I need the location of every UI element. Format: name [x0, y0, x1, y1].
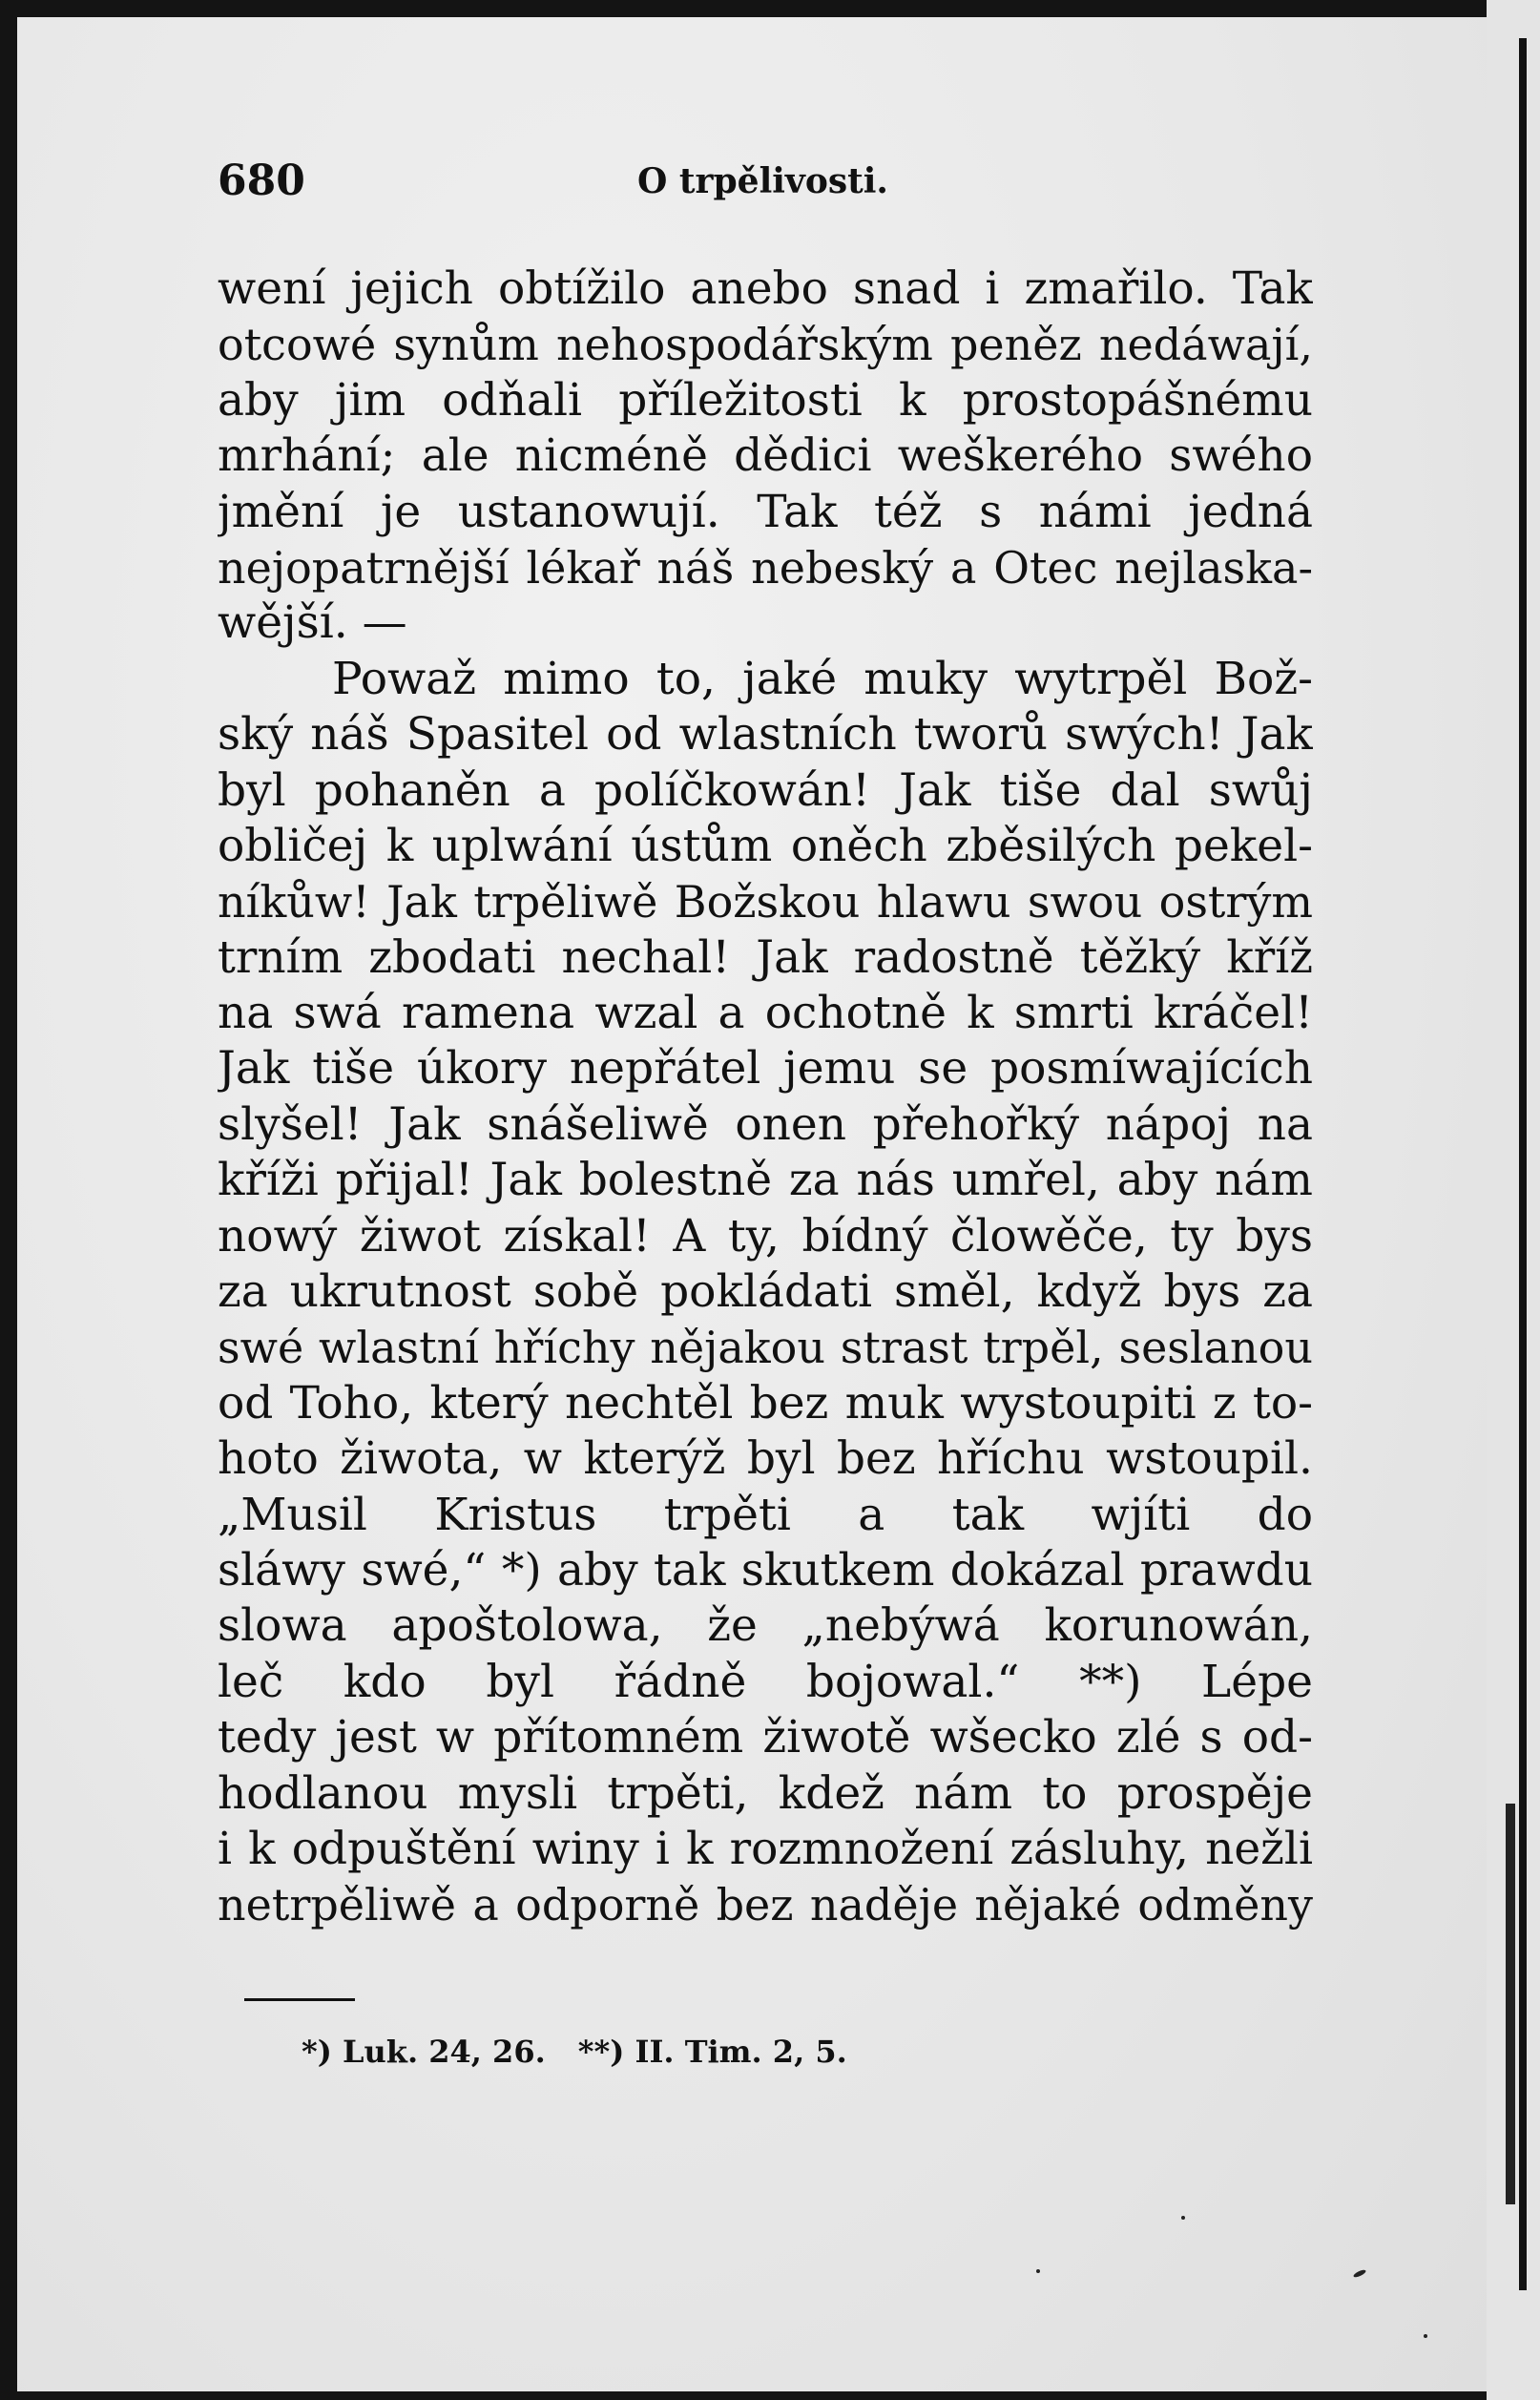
text-line: tedy jest w přítomném žiwotě wšecko zlé s od- [218, 1711, 1313, 1764]
text-line: hodlanou mysli trpěti, kdež nám to prospěje [218, 1766, 1313, 1820]
ink-speck [1181, 2216, 1185, 2220]
text-line: obličej k uplwání ústům oněch zběsilých pekel- [218, 819, 1313, 872]
page-number: 680 [218, 157, 305, 205]
text-line: i k odpuštění winy i k rozmnožení zásluhy, nežli [218, 1822, 1313, 1875]
text-line: od Toho, který nechtěl bez muk wystoupiti z to- [218, 1376, 1313, 1430]
text-line: aby jim odňali příležitosti k prostopášnému [218, 373, 1313, 427]
text-line: wení jejich obtížilo anebo snad i zmařilo. Tak [218, 262, 1313, 315]
text-line: kříži přijal! Jak bolestně za nás umřel, aby nám [218, 1154, 1313, 1207]
footnote-2: **) II. Tim. 2, 5. [577, 2034, 847, 2070]
text-line: ský náš Spasitel od wlastních tworů swých! Jak [218, 708, 1313, 762]
text-line: byl pohaněn a políčkowán! Jak tiše dal swůj [218, 763, 1313, 817]
text-line: mrhání; ale nicméně dědici weškerého swého [218, 429, 1313, 483]
footnote-rule [244, 1998, 355, 2001]
text-line: „Musil Kristus trpěti a tak wjíti do [218, 1488, 1313, 1541]
footnote-1: *) Luk. 24, 26. [302, 2034, 546, 2070]
text-line: nowý žiwot získal! A ty, bídný člowěče, ty bys [218, 1209, 1313, 1263]
text-line: sláwy swé,“ *) aby tak skutkem dokázal prawdu [218, 1543, 1313, 1597]
page-header [218, 153, 1363, 210]
text-line: hoto žiwota, w kterýž byl bez hříchu wstoupil. [218, 1432, 1313, 1486]
text-line: otcowé synům nehospodářským peněz nedáwají, [218, 319, 1313, 371]
text-line: Powaž mimo to, jaké muky wytrpěl Bož- [332, 652, 1313, 705]
text-line: jmění je ustanowují. Tak též s námi jedná [218, 485, 1313, 538]
footnotes [302, 2031, 847, 2073]
binding-mark [1506, 1804, 1515, 2204]
text-line: za ukrutnost sobě pokládati směl, když bys za [218, 1265, 1313, 1319]
text-line: níkůw! Jak trpěliwě Božskou hlawu swou ostrým [218, 876, 1313, 929]
binding-shadow [1519, 38, 1527, 2290]
text-line: netrpěliwě a odporně bez naděje nějaké odměny [218, 1879, 1313, 1931]
text-line: leč kdo byl řádně bojowal.“ **) Lépe [218, 1655, 1313, 1708]
text-line: slowa apoštolowa, že „nebýwá korunowán, [218, 1599, 1313, 1653]
text-line: nejopatrnější lékař náš nebeský a Otec nejlaska- [218, 541, 1313, 594]
ink-speck [1424, 2334, 1427, 2338]
text-line: na swá ramena wzal a ochotně k smrti kráčel! [218, 987, 1313, 1040]
running-title: O trpělivosti. [637, 161, 888, 201]
text-line: wější. — [218, 596, 407, 650]
text-line: Jak tiše úkory nepřátel jemu se posmíwajících [218, 1042, 1313, 1096]
text-line: slyšel! Jak snášeliwě onen přehořký nápoj na [218, 1097, 1313, 1151]
body-text [218, 261, 1313, 1933]
text-line: swé wlastní hříchy nějakou strast trpěl, seslanou [218, 1322, 1313, 1374]
ink-speck [1036, 2269, 1040, 2273]
text-line: trním zbodati nechal! Jak radostně těžký kříž [218, 930, 1313, 984]
